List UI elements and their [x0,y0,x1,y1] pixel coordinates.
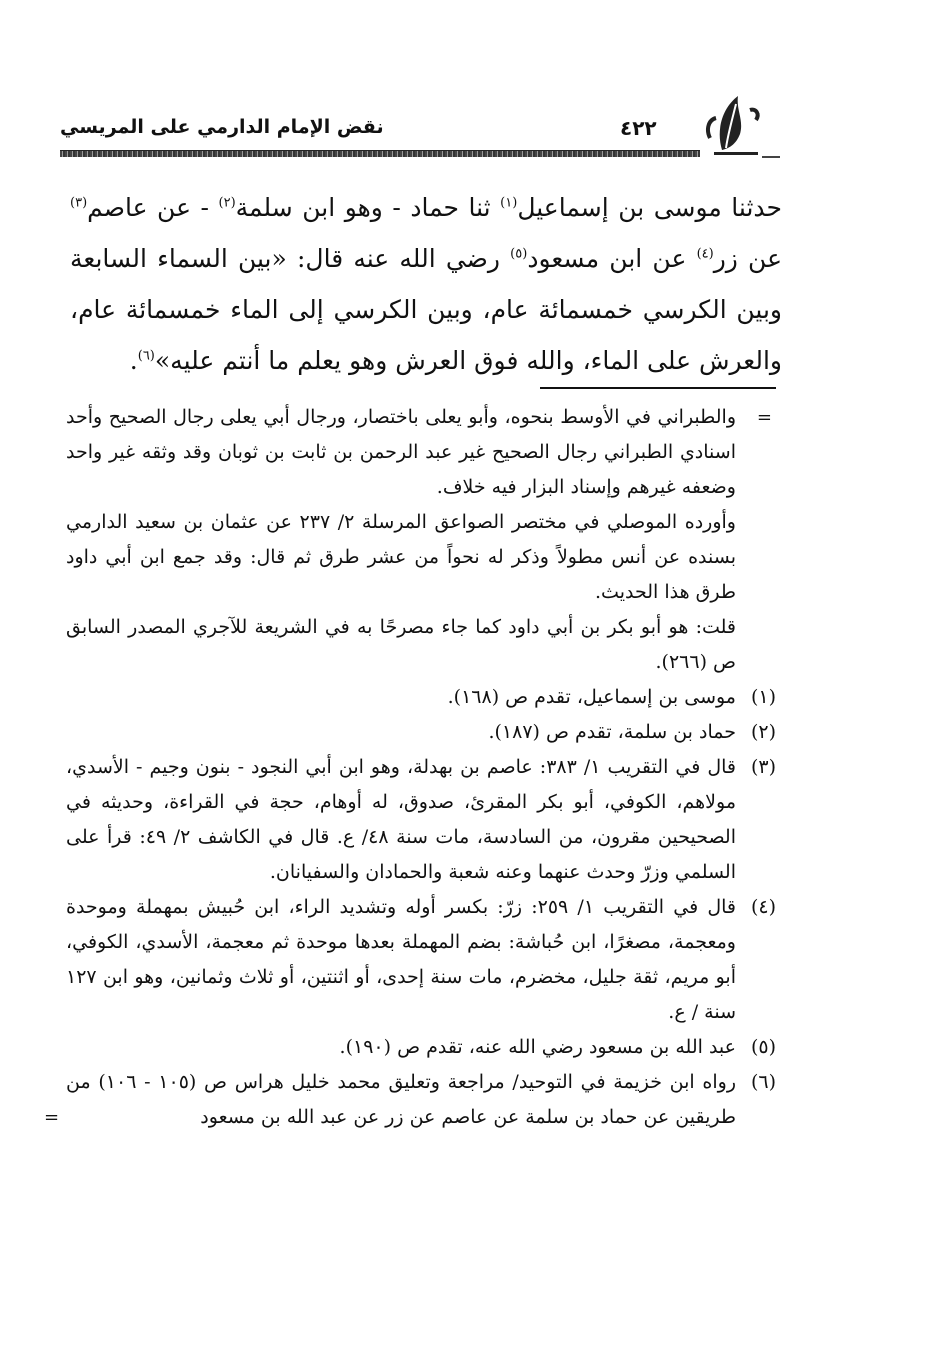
footnote-continuation [66,400,776,680]
footnote-ref[interactable]: (٥) [510,246,528,262]
text-segment: - عن عاصم [87,193,219,222]
text-segment: رضي الله عنه قال: «بين السماء السابعة وبين الكرسي خمسمائة عام، وبين الكرسي إلى الماء خمسمائة عام، والعرش على الماء، والله فوق العرش وهو يعلم ما أنتم عليه» [70,244,782,375]
continuation-end-mark: = [44,1107,60,1128]
footnote-text: عبد الله بن مسعود رضي الله عنه، تقدم ص (١٩٠). [339,1036,736,1058]
footnote-item [66,715,776,750]
footnote-item [66,1030,776,1065]
header-rule [60,150,700,157]
footnote-item [66,890,776,1030]
footnote-number: (١) [750,686,776,708]
footnote-number: (٢) [750,721,776,743]
footnote-ref[interactable]: (٣) [70,195,88,211]
hadith-paragraph [70,182,782,386]
footnote-ref[interactable]: (٦) [137,348,155,364]
footnote-text: قال في التقريب ١/ ٢٥٩: زرّ: بكسر أوله وتشديد الراء، ابن حُبيش بمهملة وموحدة ومعجمة، مصغرًا، ابن حُباشة: بضم المهملة بعدها موحدة ثم معجمة، الأسدي، الكوفي، أبو مريم، ثقة جليل، مخضرم، مات سنة إحدى، أو اثنتين، أو ثلاث وثمانين، وهو ابن ١٢٧ سنة / ع. [66,896,736,1023]
footnote-item [44,1065,776,1135]
text-segment: ثنا حماد - وهو ابن سلمة [235,193,501,222]
footnote-separator [540,387,776,389]
page-header [60,70,780,170]
text-segment: حدثنا موسى بن إسماعيل [517,193,783,222]
footnote-number: (٤) [750,896,776,918]
footnote-text: رواه ابن خزيمة في التوحيد/ مراجعة وتعليق محمد خليل هراس ص (١٠٥ - ١٠٦) من طريقين عن حماد بن سلمة عن عاصم عن زر عن عبد الله بن مسعود [66,1071,737,1128]
footnote-item [66,750,776,890]
footnote-ref[interactable]: (١) [500,195,518,211]
main-hadith-text [70,182,782,386]
continuation-mark: = [756,407,772,428]
continuation-paragraph: والطبراني في الأوسط بنحوه، وأبو يعلى باختصار، ورجال أبي يعلى رجال الصحيح وأحد اسنادي الطبراني رجال الصحيح غير عبد الرحمن بن ثابت بن ثوبان وقد وثقه غير واحد وضعفه غيرهم وإسناد البزار فيه خلاف. [66,406,736,498]
text-segment: . [129,346,138,375]
footnote-text: قال في التقريب ١/ ٣٨٣: عاصم بن بهدلة، وهو ابن أبي النجود - بنون وجيم - الأسدي، مولاهم، الكوفي، أبو بكر المقرئ، صدوق، له أوهام، حجة في القراءة، وحديثه في الصحيحين مقرون، من السادسة، مات سنة ٤٨/ ع. قال في الكاشف ٢/ ٤٩: قرأ على السلمي وزرّ وحدث عنهما وعنه شعبة والحمادان والسفيانان. [66,756,736,883]
footnote-item [66,680,776,715]
footnotes-section [44,400,776,1135]
text-segment: عن زر [713,244,783,273]
book-title: نقض الإمام الدارمي على المريسي [60,116,384,138]
footnote-text: حماد بن سلمة، تقدم ص (١٨٧). [488,721,736,743]
footnote-number: (٦) [750,1071,776,1093]
footnote-text: موسى بن إسماعيل، تقدم ص (١٦٨). [447,686,736,708]
continuation-paragraph: وأورده الموصلي في مختصر الصواعق المرسلة ٢/ ٢٣٧ عن عثمان بن سعيد الدارمي بسنده عن أنس مطولاً وذكر له نحواً من عشر طرق ثم قال: وقد جمع ابن أبي داود طرق هذا الحديث. [66,511,736,603]
quill-ornament-icon [700,90,780,160]
footnote-ref[interactable]: (٤) [696,246,714,262]
continuation-paragraph: قلت: هو أبو بكر بن أبي داود كما جاء مصرحًا به في الشريعة للآجري المصدر السابق ص (٢٦٦). [66,616,736,673]
footnote-number: (٣) [750,756,776,778]
page-number: ٤٢٢ [620,116,657,140]
footnote-number: (٥) [750,1036,776,1058]
footnote-ref[interactable]: (٢) [218,195,236,211]
text-segment: عن ابن مسعود [527,244,697,273]
